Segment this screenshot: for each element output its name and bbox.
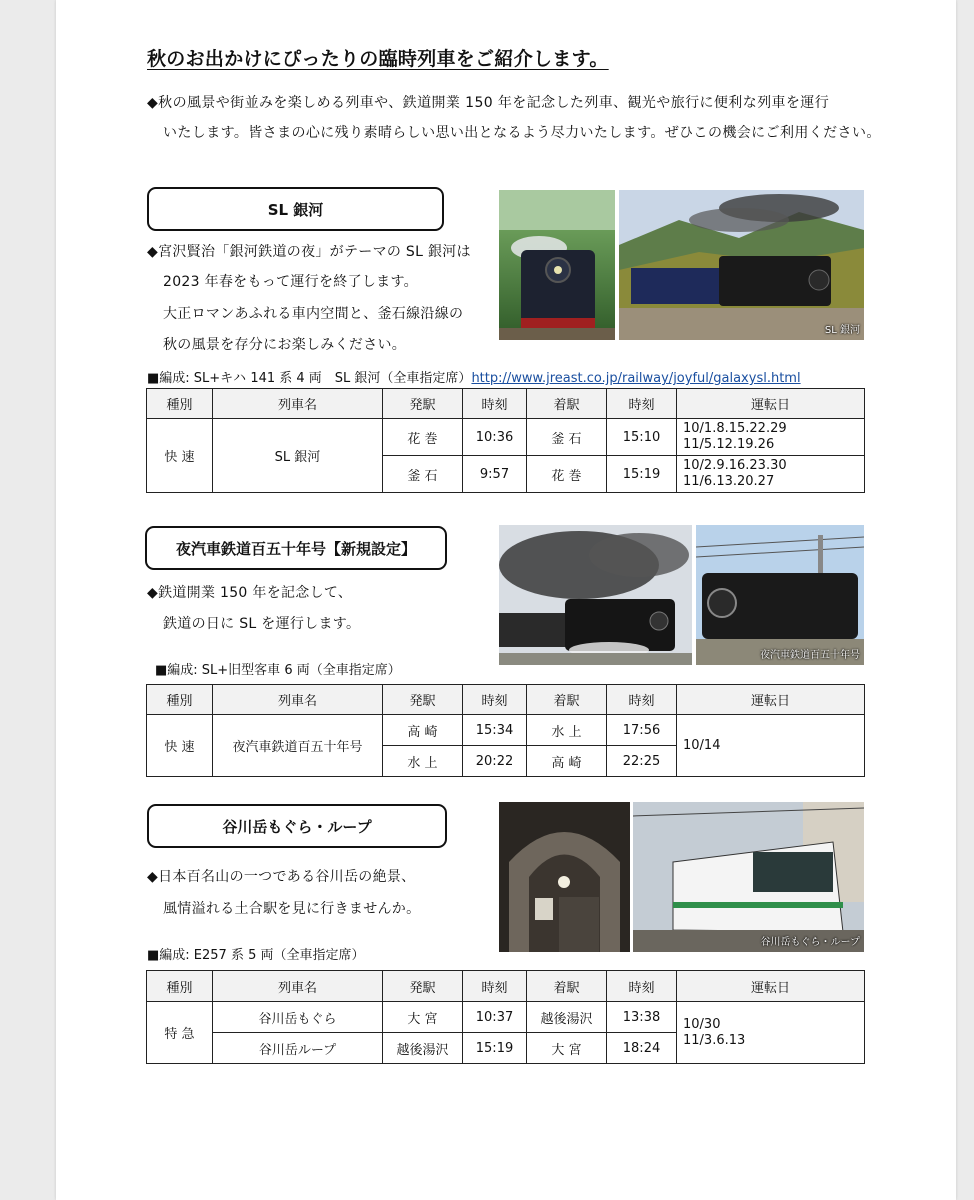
section-heading-yogisha: 夜汽車鉄道百五十年号【新規設定】 <box>145 526 447 570</box>
section-heading-tanigawa: 谷川岳もぐら・ループ <box>147 804 447 848</box>
sl-ginga-desc-3: 大正ロマンあふれる車内空間と、釜石線沿線の <box>163 306 464 322</box>
days-line: 10/2.9.16.23.30 <box>683 458 787 473</box>
arr-station: 水 上 <box>527 715 607 746</box>
train-type: 快 速 <box>147 419 213 493</box>
sl-ginga-link[interactable]: http://www.jreast.co.jp/railway/joyful/galaxysl.html <box>471 371 801 386</box>
train-name: 谷川岳ループ <box>213 1033 383 1064</box>
dep-station: 花 巻 <box>383 419 463 456</box>
col-header-arr-time: 時刻 <box>607 389 677 419</box>
days-line: 10/1.8.15.22.29 <box>683 421 787 436</box>
yogisha-desc-2: 鉄道の日に SL を運行します。 <box>163 616 361 632</box>
sl-ginga-desc-1: ◆宮沢賢治「銀河鉄道の夜」がテーマの SL 銀河は <box>147 244 471 260</box>
sl-ginga-photo-side <box>619 190 864 340</box>
days-line: 11/3.6.13 <box>683 1032 746 1048</box>
arr-station: 越後湯沢 <box>527 1002 607 1033</box>
dep-time: 10:37 <box>463 1002 527 1033</box>
arr-time: 13:38 <box>607 1002 677 1033</box>
tanigawa-photo-tunnel <box>499 802 630 952</box>
section-heading-sl-ginga: SL 銀河 <box>147 187 444 231</box>
dep-station: 釜 石 <box>383 456 463 493</box>
col-header-arr: 着駅 <box>527 685 607 715</box>
yogisha-photo-engine <box>696 525 864 665</box>
col-header-dep-time: 時刻 <box>463 971 527 1002</box>
col-header-dep: 発駅 <box>383 389 463 419</box>
arr-station: 釜 石 <box>527 419 607 456</box>
dep-time: 15:19 <box>463 1033 527 1064</box>
col-header-dep-time: 時刻 <box>463 389 527 419</box>
intro-line-1: ◆秋の風景や街並みを楽しめる列車や、鉄道開業 150 年を記念した列車、観光や旅行に便利な列車を運行 <box>147 95 830 111</box>
arr-time: 22:25 <box>607 746 677 777</box>
operating-days: 10/14 <box>677 715 865 777</box>
col-header-arr-time: 時刻 <box>607 971 677 1002</box>
col-header-type: 種別 <box>147 389 213 419</box>
sl-ginga-desc-2: 2023 年春をもって運行を終了します。 <box>163 274 418 290</box>
tanigawa-photo-train <box>633 802 864 952</box>
yogisha-desc-1: ◆鉄道開業 150 年を記念して、 <box>147 585 353 601</box>
sl-ginga-formation-text: ■編成: SL+キハ 141 系 4 両 SL 銀河（全車指定席） <box>147 371 472 386</box>
arr-time: 17:56 <box>607 715 677 746</box>
dep-station: 大 宮 <box>383 1002 463 1033</box>
sl-ginga-timetable <box>146 388 865 493</box>
col-header-days: 運転日 <box>677 389 865 419</box>
col-header-name: 列車名 <box>213 685 383 715</box>
col-header-name: 列車名 <box>213 971 383 1002</box>
operating-days <box>677 419 865 456</box>
sl-ginga-desc-4: 秋の風景を存分にお楽しみください。 <box>163 337 407 353</box>
page-title: 秋のお出かけにぴったりの臨時列車をご紹介します。 <box>147 48 609 70</box>
dep-station: 高 崎 <box>383 715 463 746</box>
tanigawa-timetable <box>146 970 865 1064</box>
arr-time: 18:24 <box>607 1033 677 1064</box>
col-header-type: 種別 <box>147 685 213 715</box>
arr-time: 15:19 <box>607 456 677 493</box>
tanigawa-formation: ■編成: E257 系 5 両（全車指定席） <box>147 948 365 963</box>
col-header-name: 列車名 <box>213 389 383 419</box>
tanigawa-desc-2: 風情溢れる土合駅を見に行きませんか。 <box>163 901 421 917</box>
dep-time: 20:22 <box>463 746 527 777</box>
dep-station: 水 上 <box>383 746 463 777</box>
tanigawa-desc-1: ◆日本百名山の一つである谷川岳の絶景、 <box>147 869 416 885</box>
col-header-arr-time: 時刻 <box>607 685 677 715</box>
yogisha-formation: ■編成: SL+旧型客車 6 両（全車指定席） <box>155 663 401 678</box>
dep-time: 15:34 <box>463 715 527 746</box>
table-row <box>147 419 865 456</box>
col-header-dep: 発駅 <box>383 971 463 1002</box>
dep-time: 10:36 <box>463 419 527 456</box>
table-row <box>147 1002 865 1033</box>
col-header-dep-time: 時刻 <box>463 685 527 715</box>
col-header-days: 運転日 <box>677 971 865 1002</box>
col-header-days: 運転日 <box>677 685 865 715</box>
sl-ginga-photo-caption: SL 銀河 <box>824 325 860 336</box>
sl-ginga-photo-front <box>499 190 615 340</box>
days-line: 11/6.13.20.27 <box>683 474 775 489</box>
train-name: 谷川岳もぐら <box>213 1002 383 1033</box>
days-line: 10/30 <box>683 1016 721 1032</box>
operating-days <box>677 1002 865 1064</box>
tanigawa-photo-caption: 谷川岳もぐら・ループ <box>760 937 860 948</box>
col-header-dep: 発駅 <box>383 685 463 715</box>
train-name: SL 銀河 <box>213 419 383 493</box>
col-header-type: 種別 <box>147 971 213 1002</box>
table-row <box>147 715 865 746</box>
train-type: 特 急 <box>147 1002 213 1064</box>
train-type: 快 速 <box>147 715 213 777</box>
col-header-arr: 着駅 <box>527 389 607 419</box>
dep-station: 越後湯沢 <box>383 1033 463 1064</box>
intro-line-2: いたします。皆さまの心に残り素晴らしい思い出となるよう尽力いたします。ぜひこの機会にご利用ください。 <box>163 125 881 141</box>
col-header-arr: 着駅 <box>527 971 607 1002</box>
yogisha-photo-smoke <box>499 525 692 665</box>
arr-time: 15:10 <box>607 419 677 456</box>
operating-days <box>677 456 865 493</box>
arr-station: 大 宮 <box>527 1033 607 1064</box>
days-line: 11/5.12.19.26 <box>683 437 775 452</box>
dep-time: 9:57 <box>463 456 527 493</box>
sl-ginga-formation <box>147 367 801 386</box>
train-name: 夜汽車鉄道百五十年号 <box>213 715 383 777</box>
yogisha-timetable <box>146 684 865 777</box>
arr-station: 花 巻 <box>527 456 607 493</box>
arr-station: 高 崎 <box>527 746 607 777</box>
yogisha-photo-caption: 夜汽車鉄道百五十年号 <box>760 650 860 661</box>
